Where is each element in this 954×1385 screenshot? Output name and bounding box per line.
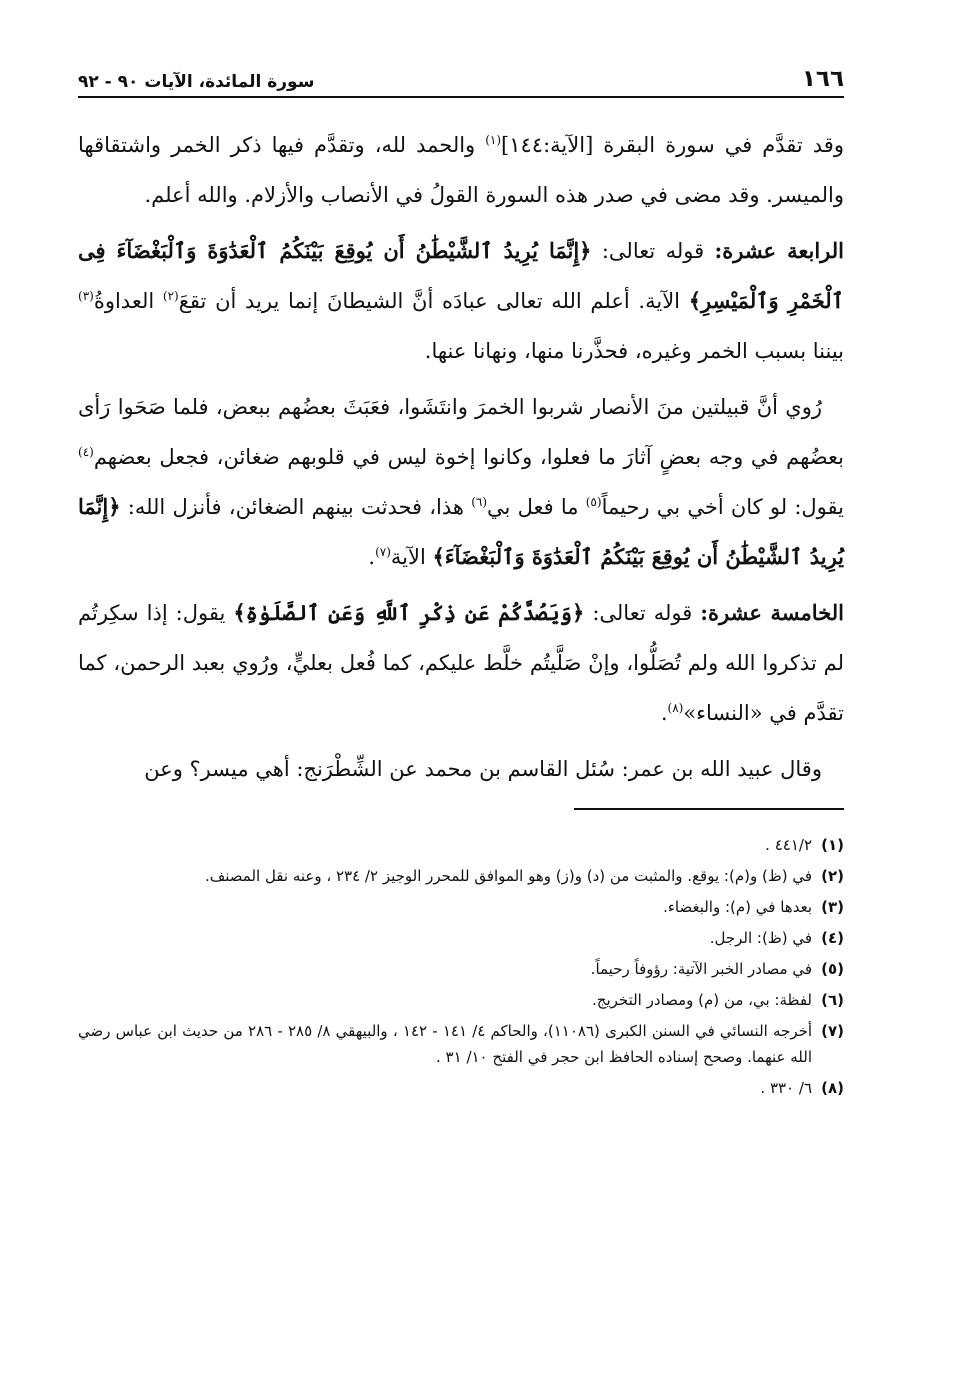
text-run: . <box>368 545 376 569</box>
text-run: وقد تقدَّم في سورة البقرة [الآية:١٤٤] <box>501 133 844 157</box>
section-heading: الخامسة عشرة: <box>700 600 844 625</box>
main-text <box>78 120 844 794</box>
footnote-number: (٧) <box>821 1022 844 1040</box>
footnote-marker: (٥) <box>585 495 602 509</box>
footnote-number: (٨) <box>821 1079 844 1097</box>
footnote <box>78 832 844 858</box>
footnote-text: لفظة: بي، من (م) ومصادر التخريج. <box>592 991 812 1009</box>
paragraph <box>78 382 844 582</box>
footnote-text: بعدها في (م): والبغضاء. <box>663 898 812 916</box>
footnote <box>78 1075 844 1101</box>
footnote-text: أخرجه النسائي في السنن الكبرى (١١٠٨٦)، والحاكم ٤/ ١٤١ - ١٤٢ ، والبيهقي ٨/ ٢٨٥ - ٢٨٦ من حديث ابن عباس رضي الله عنهما. وصحح إسناده الحافظ ابن حجر في الفتح ١٠/ ٣١ . <box>78 1022 813 1066</box>
footnote-text: ٦/ ٣٣٠ . <box>760 1079 812 1097</box>
footnote <box>78 863 844 889</box>
text-run: قوله تعالى: <box>584 601 701 625</box>
footnote-text: في مصادر الخبر الآتية: رؤوفاً رحيماً. <box>590 960 812 978</box>
text-run: هذا، فحدثت بينهم الضغائن، فأنزل الله: <box>120 495 472 519</box>
footnote <box>78 925 844 951</box>
footnote-marker: (٧) <box>375 545 391 559</box>
footnotes <box>78 832 844 1101</box>
footnote-divider <box>574 808 844 810</box>
text-run: الآية <box>390 545 433 569</box>
book-page <box>78 58 844 1338</box>
text-run: بيننا بسبب الخمر وغيره، فحذَّرنا منها، ونهانا عنها. <box>424 339 844 363</box>
quran-quote: ﴿وَيَصُدَّكُمْ عَن ذِكْرِ ٱللَّهِ وَعَنِ ٱلصَّلَوٰةِ﴾ <box>233 600 585 625</box>
footnote-number: (٢) <box>821 867 844 885</box>
text-run: يقول: إذا سكِرتُم لم تذكروا الله ولم تُصَلُّوا، وإنْ صَلَّيتُم خلَّط عليكم، كما فُعل بعليٍّ، ورُوي بعبد الرحمن، كما تقدَّم في «النساء» <box>78 601 844 725</box>
paragraph <box>78 120 844 220</box>
quran-quote: ﴿إِنَّمَا يُرِيدُ ٱلشَّيْطَٰنُ أَن يُوقِعَ بَيْنَكُمُ ٱلْعَدَٰوَةَ وَٱلْبَغْضَآءَ فِى ٱلْخَمْرِ وَٱلْمَيْسِرِ﴾ <box>78 238 844 313</box>
footnote-number: (٤) <box>821 929 844 947</box>
footnote-marker: (٤) <box>78 445 94 459</box>
text-run: يقول: لو كان أخي بي رحيماً <box>601 495 844 519</box>
footnote <box>78 1018 844 1070</box>
text-run: رُوي أنَّ قبيلتين منَ الأنصار شربوا الخمرَ وانتَشَوا، فعَبَثَ بعضُهم ببعض، فلما صَحَوا رَأى بعضُهم في وجه بعضٍ آثارَ ما فعلوا، وكانوا إخوة ليس في قلوبهم ضغائن، فجعل بعضهم <box>78 395 844 469</box>
paragraph <box>78 588 844 738</box>
text-run: وقال عبيد الله بن عمر: سُئل القاسم بن محمد عن الشِّطْرَنج: أهي ميسر؟ وعن <box>144 757 822 781</box>
footnote <box>78 987 844 1013</box>
footnote-text: في (ظ) و(م): يوقع. والمثبت من (د) و(ز) وهو الموافق للمحرر الوجيز ٢/ ٢٣٤ ، وعنه نقل المصنف. <box>204 867 812 885</box>
text-run: ما فعل بي <box>487 495 586 519</box>
footnote-number: (٣) <box>821 898 844 916</box>
footnote-marker: (٢) <box>162 289 179 303</box>
text-run: قوله تعالى: <box>591 239 715 263</box>
text-run: الآية. أعلم الله تعالى عبادَه أنَّ الشيطانَ إنما يريد أن تقعَ <box>178 289 689 313</box>
section-heading: الرابعة عشرة: <box>714 238 844 263</box>
footnote <box>78 956 844 982</box>
paragraph <box>78 744 844 794</box>
footnote <box>78 894 844 920</box>
footnote-marker: (٣) <box>78 289 94 303</box>
footnote-marker: (١) <box>485 133 502 147</box>
footnote-marker: (٦) <box>471 495 488 509</box>
footnote-marker: (٨) <box>667 701 684 715</box>
footnote-number: (١) <box>821 836 844 854</box>
quran-quote: ﴿إِنَّمَا يُرِيدُ ٱلشَّيْطَٰنُ أَن يُوقِعَ بَيْنَكُمُ ٱلْعَدَٰوَةَ وَٱلْبَغْضَآءَ﴾ <box>78 494 844 569</box>
paragraph <box>78 226 844 376</box>
page-header <box>78 58 844 98</box>
text-run: والحمد لله، وتقدَّم فيها ذكر الخمر واشتقاقها والميسر. وقد مضى في صدر هذه السورة القولُ في الأنصاب والأزلام. والله أعلم. <box>78 133 844 207</box>
footnote-number: (٥) <box>821 960 844 978</box>
text-run: . <box>660 701 668 725</box>
text-run: العداوةُ <box>93 289 163 313</box>
footnote-text: في (ظ): الرجل. <box>709 929 812 947</box>
page-number: ١٦٦ <box>801 66 844 92</box>
footnote-number: (٦) <box>821 991 844 1009</box>
running-title: سورة المائدة، الآيات ٩٠ - ٩٢ <box>78 72 315 92</box>
footnote-text: ٤٤١/٢ . <box>765 836 812 854</box>
